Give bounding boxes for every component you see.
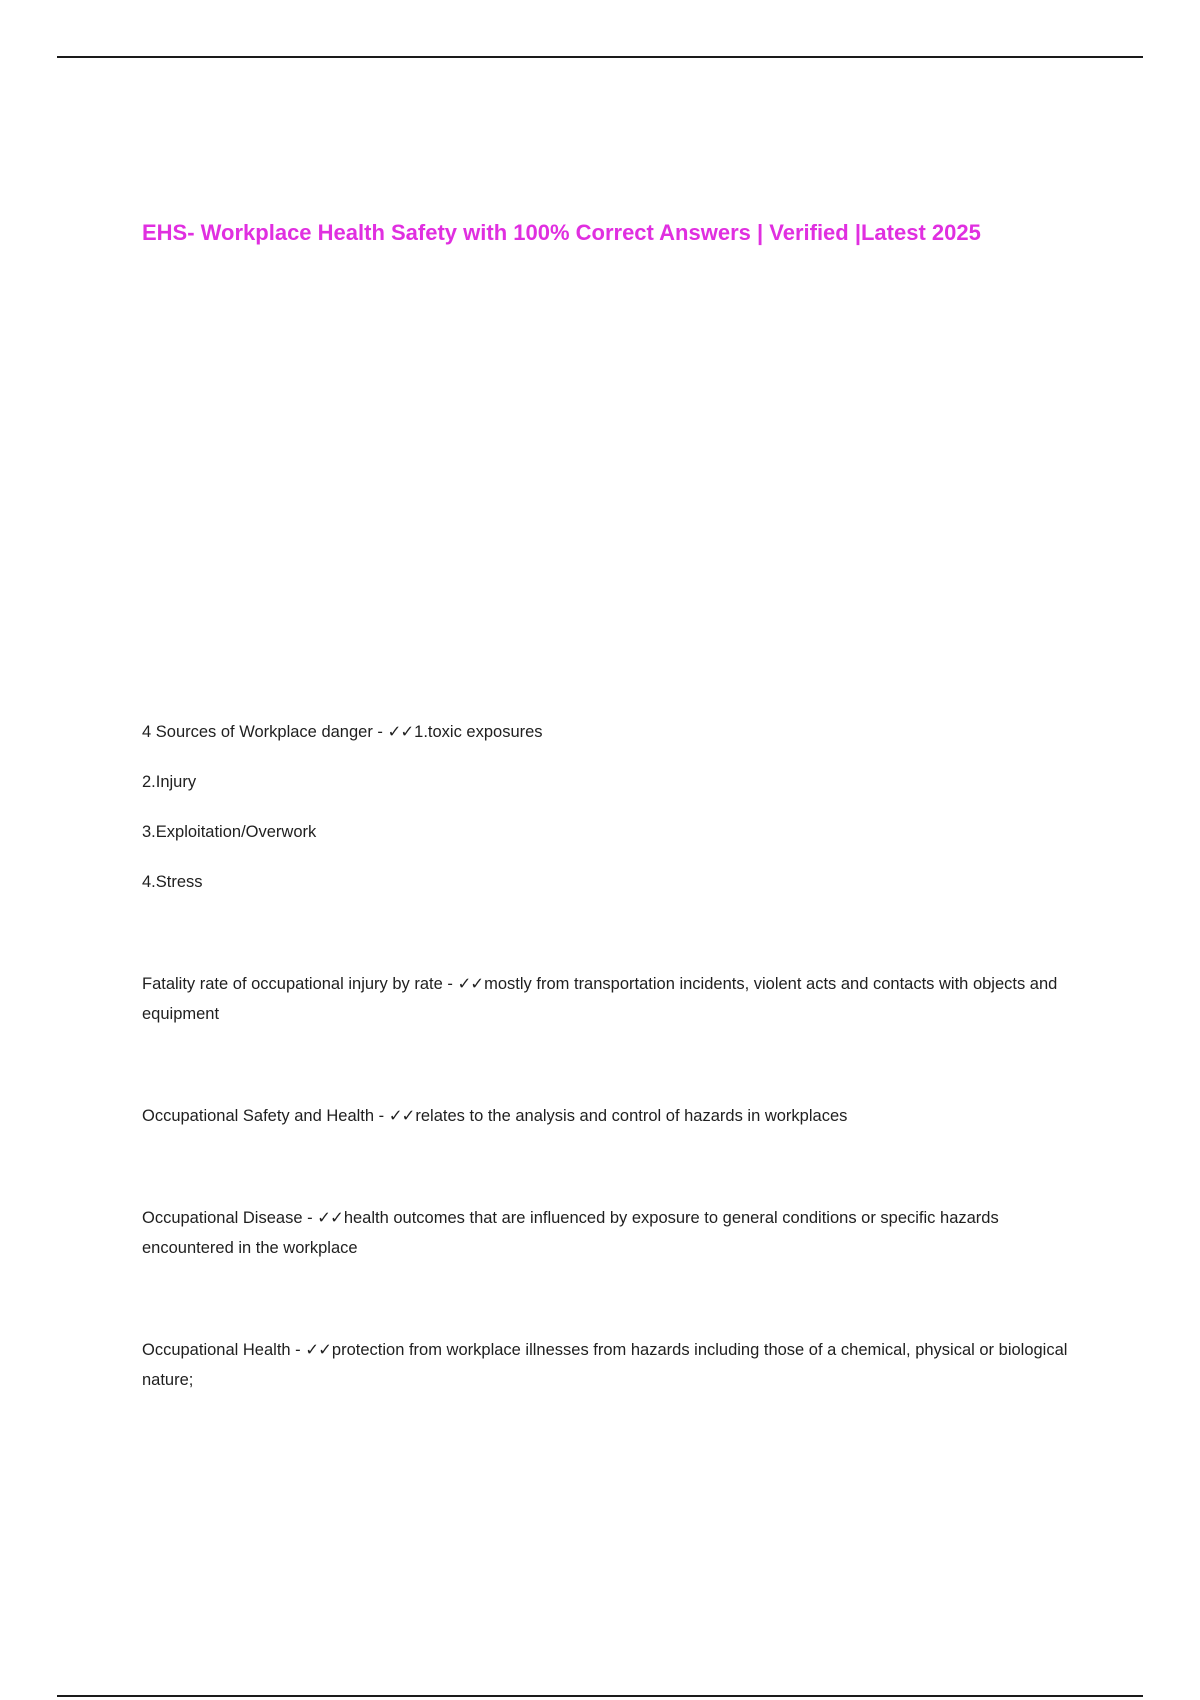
document-title: EHS- Workplace Health Safety with 100% Correct Answers | Verified |Latest 2025 xyxy=(142,220,981,245)
qa-item xyxy=(142,1335,1072,1395)
qa-term: Occupational Safety and Health - xyxy=(142,1107,389,1125)
top-rule xyxy=(57,56,1143,58)
check-mark-icon: ✓✓ xyxy=(387,723,414,741)
list-item: 4.Stress xyxy=(142,873,203,891)
qa-term: Fatality rate of occupational injury by rate - xyxy=(142,975,458,993)
qa-item xyxy=(142,1203,1072,1263)
qa-answer: health outcomes that are influenced by exposure to general conditions or specific hazards encountered in the workplace xyxy=(142,1209,999,1257)
qa-item xyxy=(142,969,1072,1029)
qa-item xyxy=(142,1101,1072,1131)
qa-answer: protection from workplace illnesses from hazards including those of a chemical, physical or biological nature; xyxy=(142,1341,1068,1389)
qa-term: 4 Sources of Workplace danger - xyxy=(142,723,388,741)
bottom-rule xyxy=(57,1695,1143,1697)
check-mark-icon: ✓✓ xyxy=(305,1341,331,1359)
qa-answer: mostly from transportation incidents, violent acts and contacts with objects and equipment xyxy=(142,975,1058,1023)
qa-term: Occupational Health - xyxy=(142,1341,306,1359)
qa-answer: relates to the analysis and control of hazards in workplaces xyxy=(415,1107,848,1125)
check-mark-icon: ✓✓ xyxy=(457,975,484,993)
qa-item xyxy=(142,717,1072,897)
check-mark-icon: ✓✓ xyxy=(317,1209,343,1227)
qa-answer: 1.toxic exposures xyxy=(414,723,543,741)
document-body xyxy=(142,717,1072,1395)
list-item: 2.Injury xyxy=(142,773,197,791)
list-item: 3.Exploitation/Overwork xyxy=(142,823,317,841)
qa-term: Occupational Disease - xyxy=(142,1209,318,1227)
check-mark-icon: ✓✓ xyxy=(388,1107,415,1125)
